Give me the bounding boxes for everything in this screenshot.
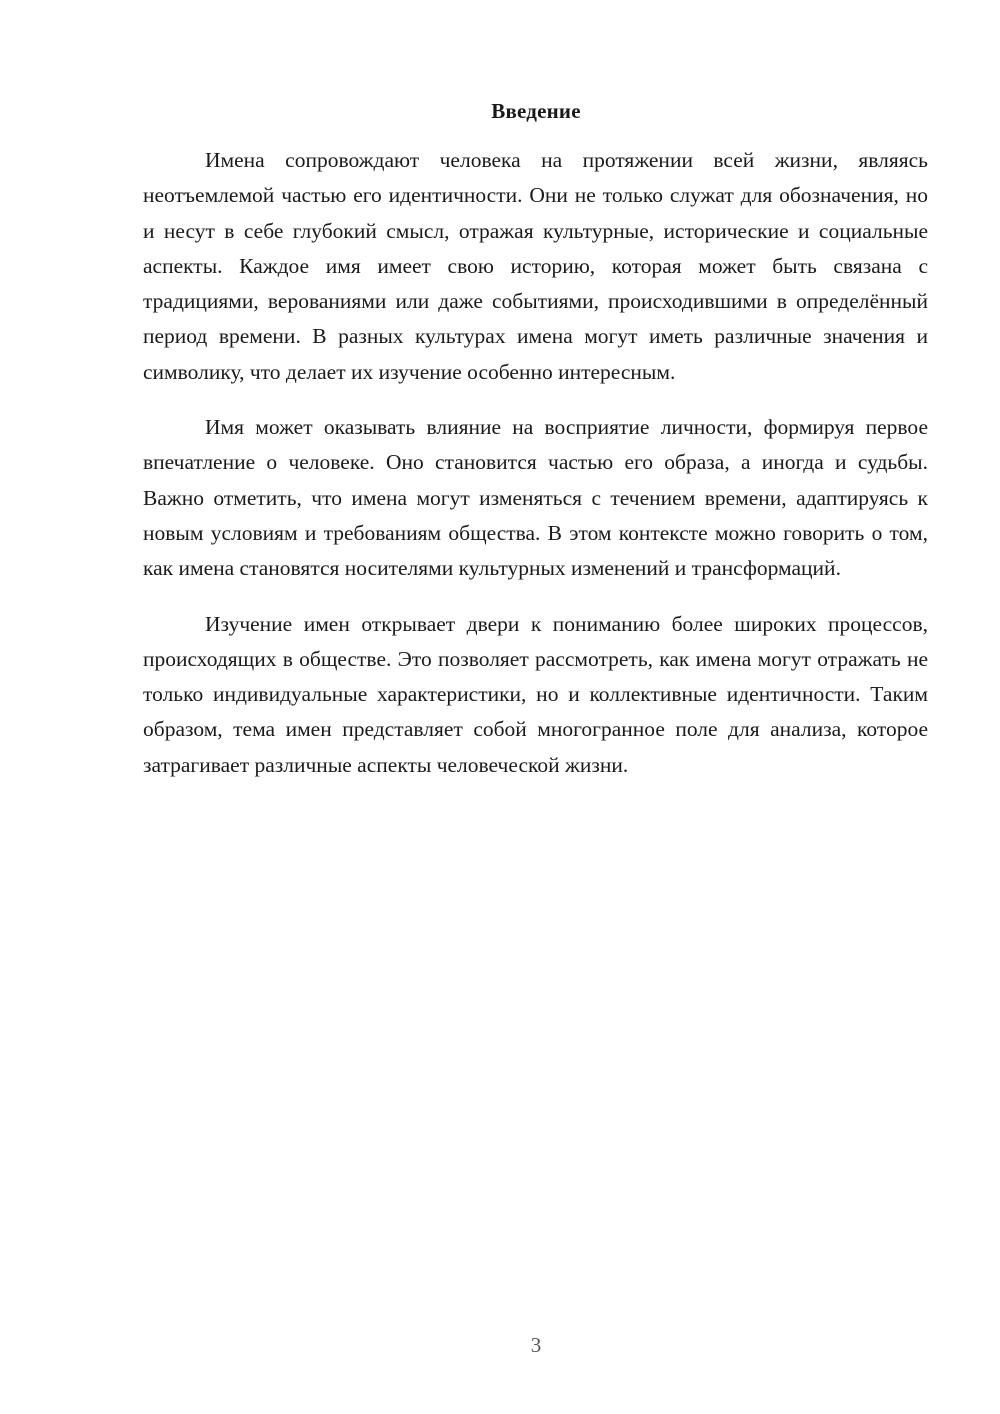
document-body xyxy=(143,143,928,803)
section-title: Введение xyxy=(491,99,581,123)
paragraph-2: Имя может оказывать влияние на восприятие личности, формируя первое впечатление о человеке. Оно становится частью его образа, а иногда и судьбы. Важно отметить, что имена могут изменяться с течением времени, адаптируясь к новым условиям и требованиям общества. В этом контексте можно говорить о том, как имена становятся носителями культурных изменений и трансформаций. xyxy=(143,415,928,581)
page-number: 3 xyxy=(530,1333,542,1357)
paragraph-1: Имена сопровождают человека на протяжении всей жизни, являясь неотъемлемой частью его идентичности. Они не только служат для обозначения, но и несут в себе глубокий смысл, отражая культурные, исторические и социальные аспекты. Каждое имя имеет свою историю, которая может быть связана с традициями, верованиями или даже событиями, происходившими в определённый период времени. В разных культурах имена могут иметь различные значения и символику, что делает их изучение особенно интересным. xyxy=(143,148,928,384)
paragraph-3: Изучение имен открывает двери к пониманию более широких процессов, происходящих в обществе. Это позволяет рассмотреть, как имена могут отражать не только индивидуальные характеристики, но и коллективные идентичности. Таким образом, тема имен представляет собой многогранное поле для анализа, которое затрагивает различные аспекты человеческой жизни. xyxy=(143,611,928,777)
